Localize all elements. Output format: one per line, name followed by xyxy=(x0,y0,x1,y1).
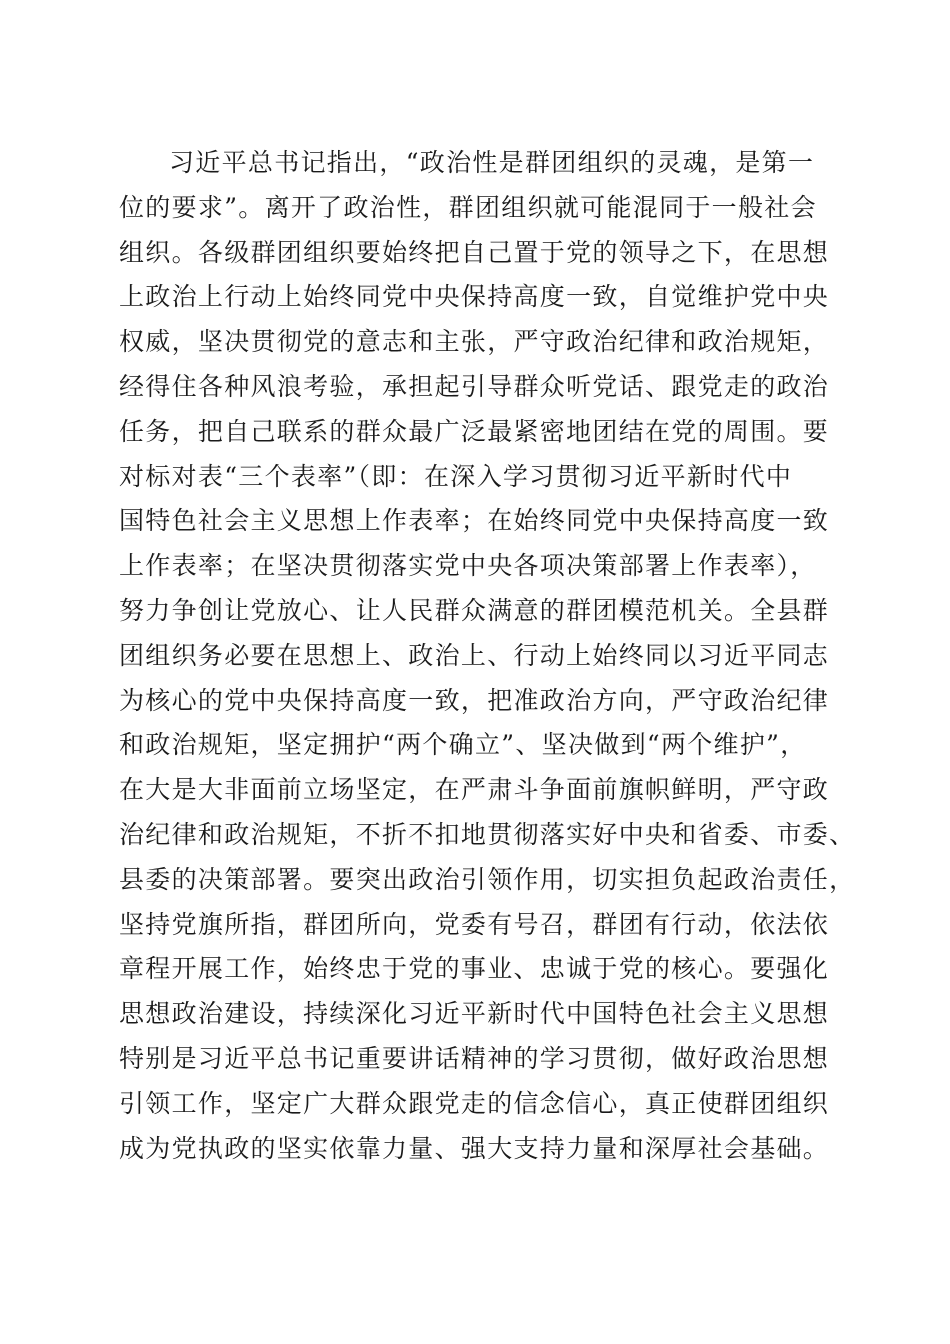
paragraph-line: 在大是大非面前立场坚定，在严肃斗争面前旗帜鲜明，严守政 xyxy=(119,775,830,805)
paragraph-line: 任务，把自己联系的群众最广泛最紧密地团结在党的周围。要 xyxy=(119,416,830,446)
paragraph-line: 县委的决策部署。要突出政治引领作用，切实担负起政治责任， xyxy=(119,864,856,894)
paragraph-line: 组织。各级群团组织要始终把自己置于党的领导之下，在思想 xyxy=(119,237,830,267)
paragraph-line: 上政治上行动上始终同党中央保持高度一致，自觉维护党中央 xyxy=(119,282,830,312)
paragraph-line: 特别是习近平总书记重要讲话精神的学习贯彻，做好政治思想 xyxy=(119,1043,830,1073)
paragraph-line: 成为党执政的坚实依靠力量、强大支持力量和深厚社会基础。 xyxy=(119,1133,830,1163)
paragraph-line: 国特色社会主义思想上作表率；在始终同党中央保持高度一致 xyxy=(119,506,830,536)
paragraph-line: 努力争创让党放心、让人民群众满意的群团模范机关。全县群 xyxy=(119,595,830,625)
paragraph-line: 思想政治建设，持续深化习近平新时代中国特色社会主义思想 xyxy=(119,999,830,1029)
paragraph-line: 治纪律和政治规矩，不折不扣地贯彻落实好中央和省委、市委、 xyxy=(119,819,856,849)
paragraph-line: 章程开展工作，始终忠于党的事业、忠诚于党的核心。要强化 xyxy=(119,954,830,984)
paragraph-line: 位的要求”。离开了政治性，群团组织就可能混同于一般社会 xyxy=(119,192,817,222)
paragraph-line: 上作表率；在坚决贯彻落实党中央各项决策部署上作表率）， xyxy=(119,551,817,581)
paragraph-line: 团组织务必要在思想上、政治上、行动上始终同以习近平同志 xyxy=(119,640,830,670)
paragraph-line: 和政治规矩，坚定拥护“两个确立”、坚决做到“两个维护”， xyxy=(119,730,807,760)
paragraph-line: 经得住各种风浪考验，承担起引导群众听党话、跟党走的政治 xyxy=(119,371,830,401)
paragraph-line: 对标对表“三个表率”（即：在深入学习贯彻习近平新时代中 xyxy=(119,461,793,491)
paragraph-line: 引领工作，坚定广大群众跟党走的信念信心，真正使群团组织 xyxy=(119,1088,830,1118)
body-paragraph xyxy=(119,141,856,1171)
paragraph-line: 为核心的党中央保持高度一致，把准政治方向，严守政治纪律 xyxy=(119,685,830,715)
paragraph-line: 权威，坚决贯彻党的意志和主张，严守政治纪律和政治规矩， xyxy=(119,327,830,357)
paragraph-line: 坚持党旗所指，群团所向，党委有号召，群团有行动，依法依 xyxy=(119,909,830,939)
paragraph-line: 习近平总书记指出，“政治性是群团组织的灵魂，是第一 xyxy=(169,148,815,177)
